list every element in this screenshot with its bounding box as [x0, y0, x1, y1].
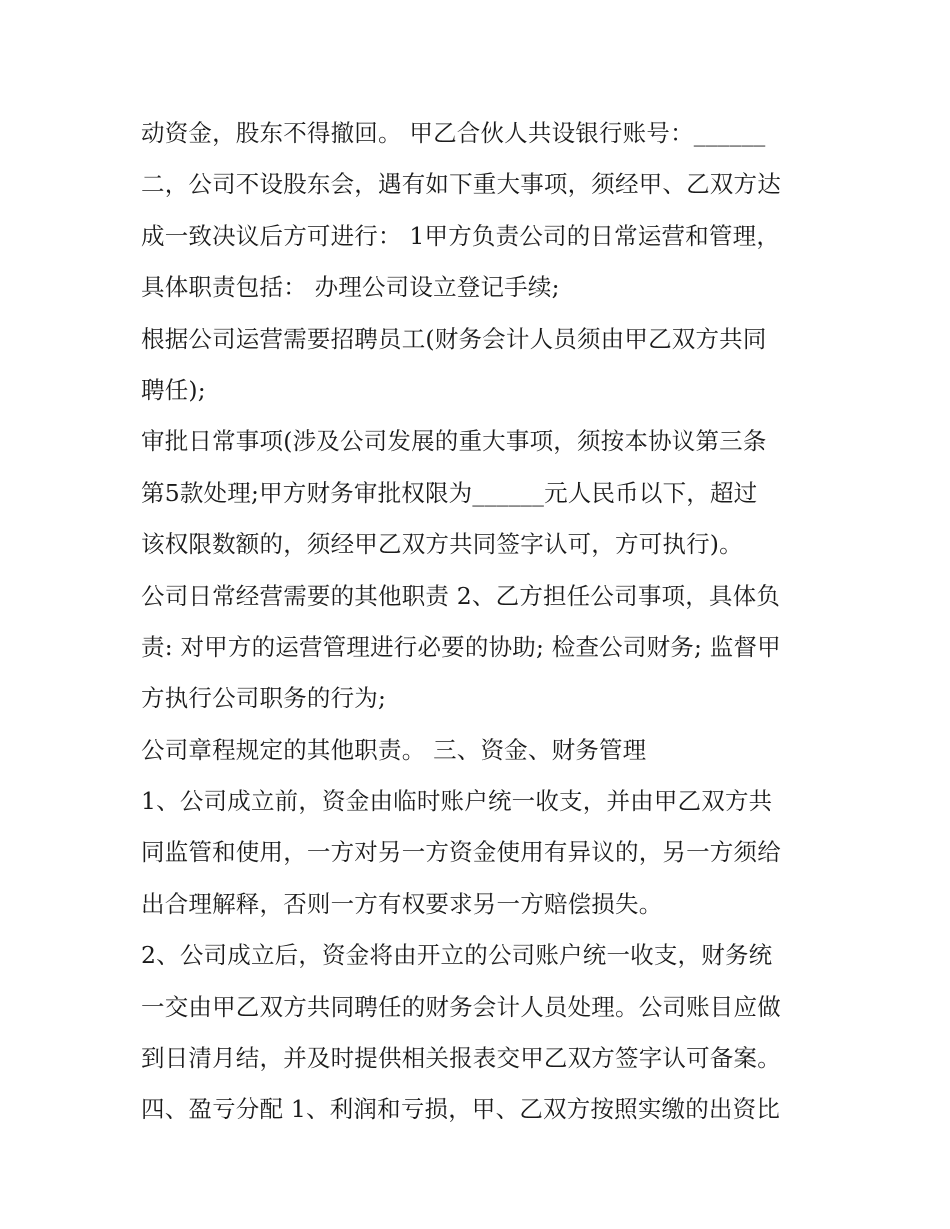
text-line: 根据公司运营需要招聘员工(财务会计人员须由甲乙双方共同	[141, 324, 767, 353]
text-line: 到日清月结，并及时提供相关报表交甲乙双方签字认可备案。	[141, 1044, 781, 1073]
text-line: 责: 对甲方的运营管理进行必要的协助; 检查公司财务; 监督甲	[141, 632, 781, 661]
text-line: 动资金，股东不得撤回。 甲乙合伙人共设银行账号：______	[141, 119, 766, 147]
text-line: 第5款处理;甲方财务审批权限为______元人民币以下，超过	[141, 478, 758, 507]
text-line: 出合理解释，否则一方有权要求另一方赔偿损失。	[141, 889, 663, 918]
text-line: 公司日常经营需要的其他职责 2、乙方担任公司事项，具体负	[141, 581, 781, 610]
text-line: 具体职责包括： 办理公司设立登记手续;	[141, 273, 560, 302]
text-line: 二，公司不设股东会，遇有如下重大事项，须经甲、乙双方达	[141, 170, 781, 199]
text-line: 审批日常事项(涉及公司发展的重大事项，须按本协议第三条	[141, 427, 767, 456]
text-line: 同监管和使用，一方对另一方资金使用有异议的，另一方须给	[141, 838, 781, 867]
document-body	[141, 108, 821, 1136]
text-line: 2、公司成立后，资金将由开立的公司账户统一收支，财务统	[141, 941, 773, 970]
text-line: 该权限数额的，须经甲乙双方共同签字认可，方可执行)。	[141, 530, 743, 559]
text-line: 一交由甲乙双方共同聘任的财务会计人员处理。公司账目应做	[141, 992, 781, 1021]
text-line: 方执行公司职务的行为;	[141, 684, 387, 713]
text-line: 1、公司成立前，资金由临时账户统一收支，并由甲乙双方共	[141, 787, 773, 816]
text-line: 成一致决议后方可进行： 1甲方负责公司的日常运营和管理，	[141, 221, 781, 250]
text-line: 公司章程规定的其他职责。 三、资金、财务管理	[141, 735, 647, 764]
text-line: 四、盈亏分配 1、利润和亏损，甲、乙双方按照实缴的出资比	[141, 1095, 781, 1124]
text-line: 聘任);	[141, 375, 206, 404]
